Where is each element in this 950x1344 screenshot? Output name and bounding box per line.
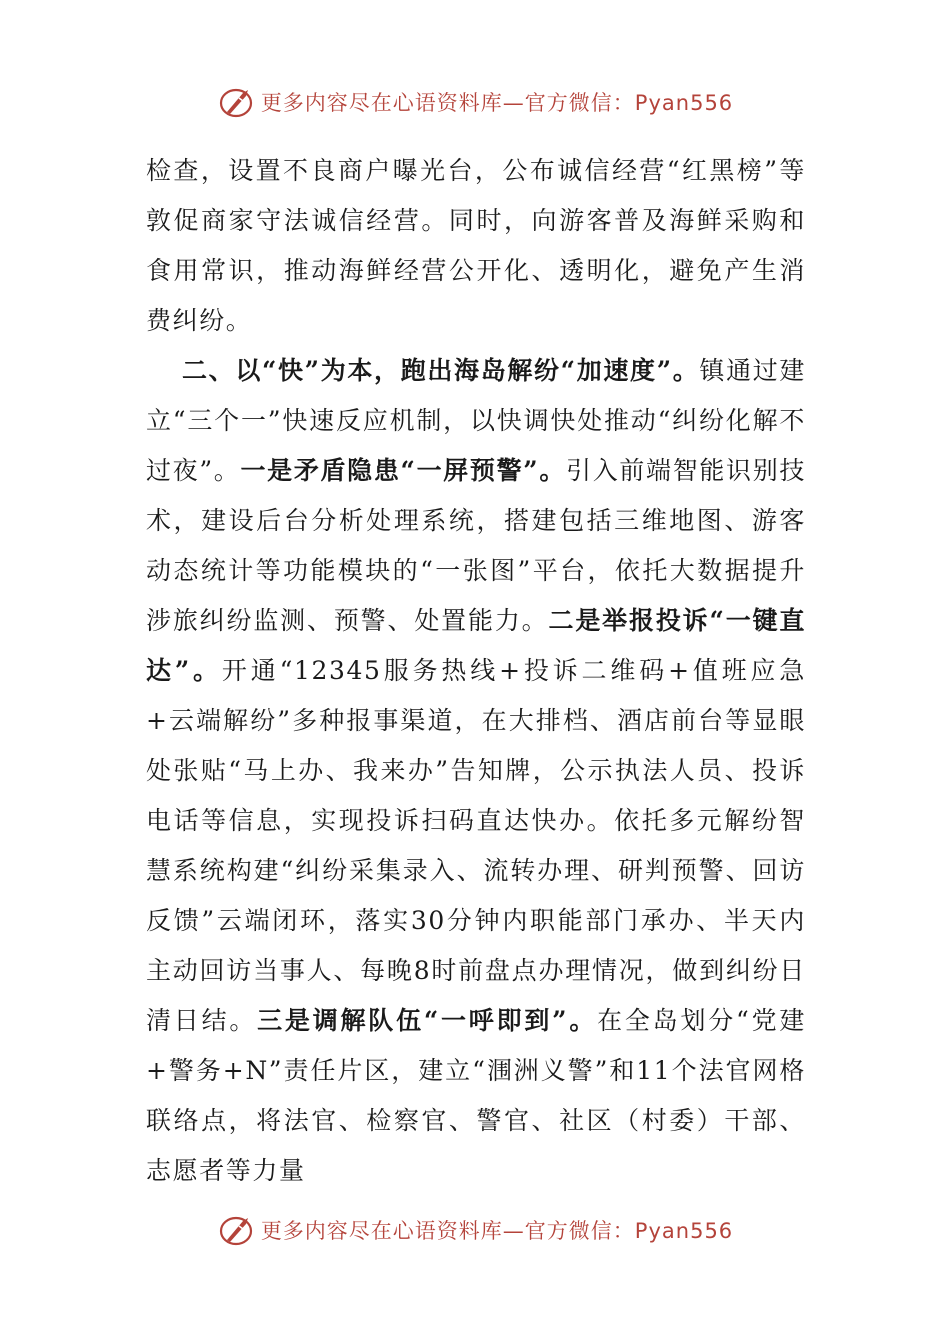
bold-point-one: 一是矛盾隐患“一屏预警”。 [240, 456, 567, 485]
section-heading: 二、以“快”为本，跑出海岛解纷“加速度”。 [182, 356, 700, 385]
header-banner-text: 更多内容尽在心语资料库—官方微信：Pyan556 [260, 91, 734, 115]
paragraph-text: 在全岛划分“党建+警务+N”责任片区，建立“涠洲义警”和11个法官网格联络点，将法官、检察官、警官、社区（村委）干部、志愿者等力量 [146, 1006, 806, 1185]
footer-banner-text: 更多内容尽在心语资料库—官方微信：Pyan556 [260, 1219, 734, 1243]
pen-nib-logo-icon [217, 84, 257, 120]
footer-banner [0, 1210, 950, 1250]
bold-point-two: 二是举报投诉“一键直达”。 [146, 606, 806, 685]
pen-nib-logo-icon [217, 1212, 257, 1248]
paragraph-section-two [146, 346, 806, 1196]
bold-point-three: 三是调解队伍“一呼即到”。 [257, 1006, 598, 1035]
document-body [146, 146, 806, 1196]
paragraph-text: 镇通过建立“三个一”快速反应机制，以快调快处推动“纠纷化解不过夜”。 [146, 356, 806, 485]
paragraph-continuation: 检查，设置不良商户曝光台，公布诚信经营“红黑榜”等敦促商家守法诚信经营。同时，向游客普及海鲜采购和食用常识，推动海鲜经营公开化、透明化，避免产生消费纠纷。 [146, 156, 806, 335]
paragraph-text: 引入前端智能识别技术，建设后台分析处理系统，搭建包括三维地图、游客动态统计等功能模块的“一张图”平台，依托大数据提升涉旅纠纷监测、预警、处置能力。 [146, 456, 807, 635]
paragraph-text: 开通“12345服务热线+投诉二维码+值班应急+云端解纷”多种报事渠道，在大排档、酒店前台等显眼处张贴“马上办、我来办”告知牌，公示执法人员、投诉电话等信息，实现投诉扫码直达快办。依托多元解纷智慧系统构建“纠纷采集录入、流转办理、研判预警、回访反馈”云端闭环，落实30分钟内职能部门承办、半天内主动回访当事人、每晚8时前盘点办理情况，做到纠纷日清日结。 [146, 656, 806, 1035]
header-banner [0, 82, 950, 122]
